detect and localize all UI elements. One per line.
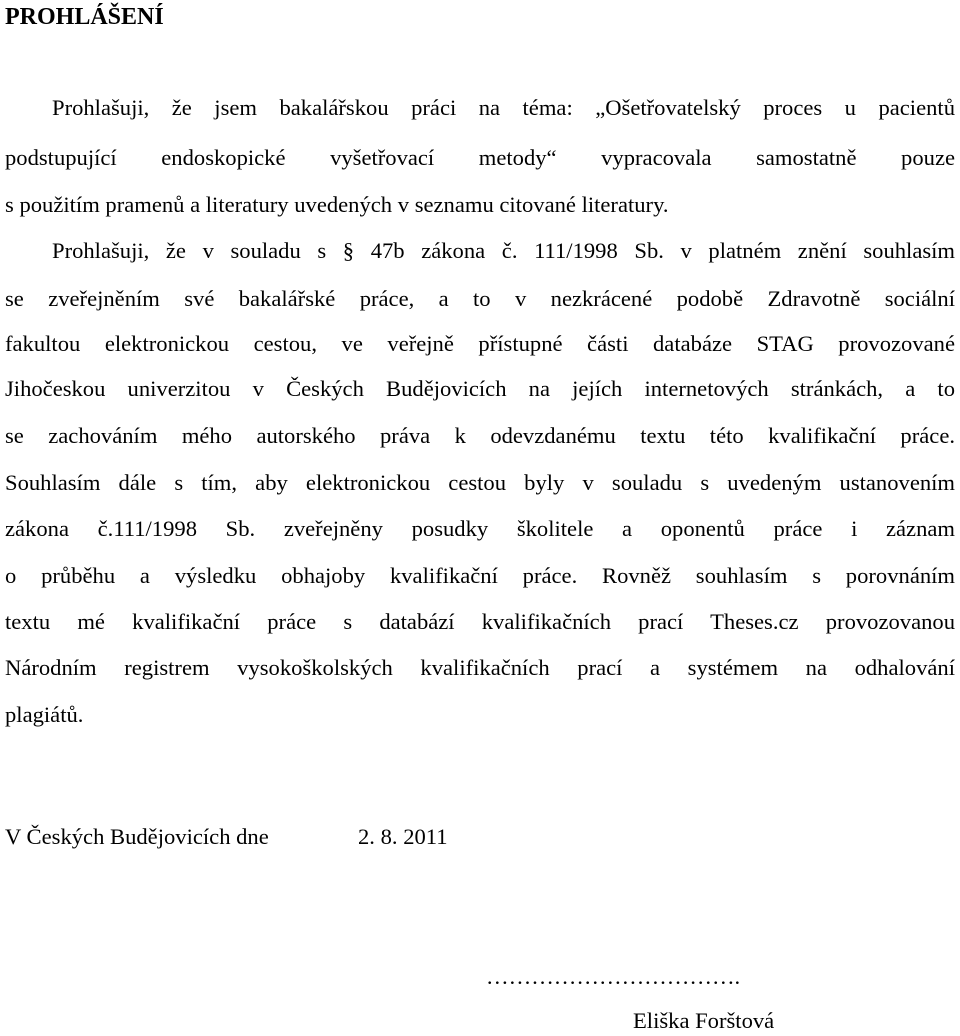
paragraph-line: o průběhu a výsledku obhajoby kvalifikační práce. Rovněž souhlasím s porovnáním (5, 563, 955, 588)
place-label: V Českých Budějovicích dne (5, 824, 269, 849)
paragraph-line: Prohlašuji, že v souladu s § 47b zákona č. 111/1998 Sb. v platném znění souhlasím (52, 238, 955, 263)
paragraph-line: fakultou elektronickou cestou, ve veřejně přístupné části databáze STAG provozované (5, 331, 955, 356)
paragraph-line: zákona č.111/1998 Sb. zveřejněny posudky školitele a oponentů práce i záznam (5, 516, 955, 541)
paragraph-line: Jihočeskou univerzitou v Českých Budějovicích na jejích internetových stránkách, a to (5, 376, 955, 401)
paragraph-line: se zachováním mého autorského práva k odevzdanému textu této kvalifikační práce. (5, 423, 955, 448)
page-title: PROHLÁŠENÍ (5, 4, 164, 30)
paragraph-line: plagiátů. (5, 702, 84, 727)
paragraph-line: se zveřejněním své bakalářské práce, a to v nezkrácené podobě Zdravotně sociální (5, 286, 955, 311)
paragraph-line: Národním registrem vysokoškolských kvalifikačních prací a systémem na odhalování (5, 655, 955, 680)
signature-line: ……………………………. (486, 964, 741, 989)
paragraph-line: Souhlasím dále s tím, aby elektronickou cestou byly v souladu s uvedeným ustanovením (5, 470, 955, 495)
paragraph-line: s použitím pramenů a literatury uvedených v seznamu citované literatury. (5, 192, 669, 217)
date-value: 2. 8. 2011 (358, 824, 448, 849)
paragraph-line: podstupující endoskopické vyšetřovací metody“ vypracovala samostatně pouze (5, 145, 955, 170)
paragraph-line: Prohlašuji, že jsem bakalářskou práci na téma: „Ošetřovatelský proces u pacientů (52, 95, 955, 120)
author-name: Eliška Forštová (633, 1008, 775, 1033)
paragraph-line: textu mé kvalifikační práce s databází kvalifikačních prací Theses.cz provozovanou (5, 609, 955, 634)
